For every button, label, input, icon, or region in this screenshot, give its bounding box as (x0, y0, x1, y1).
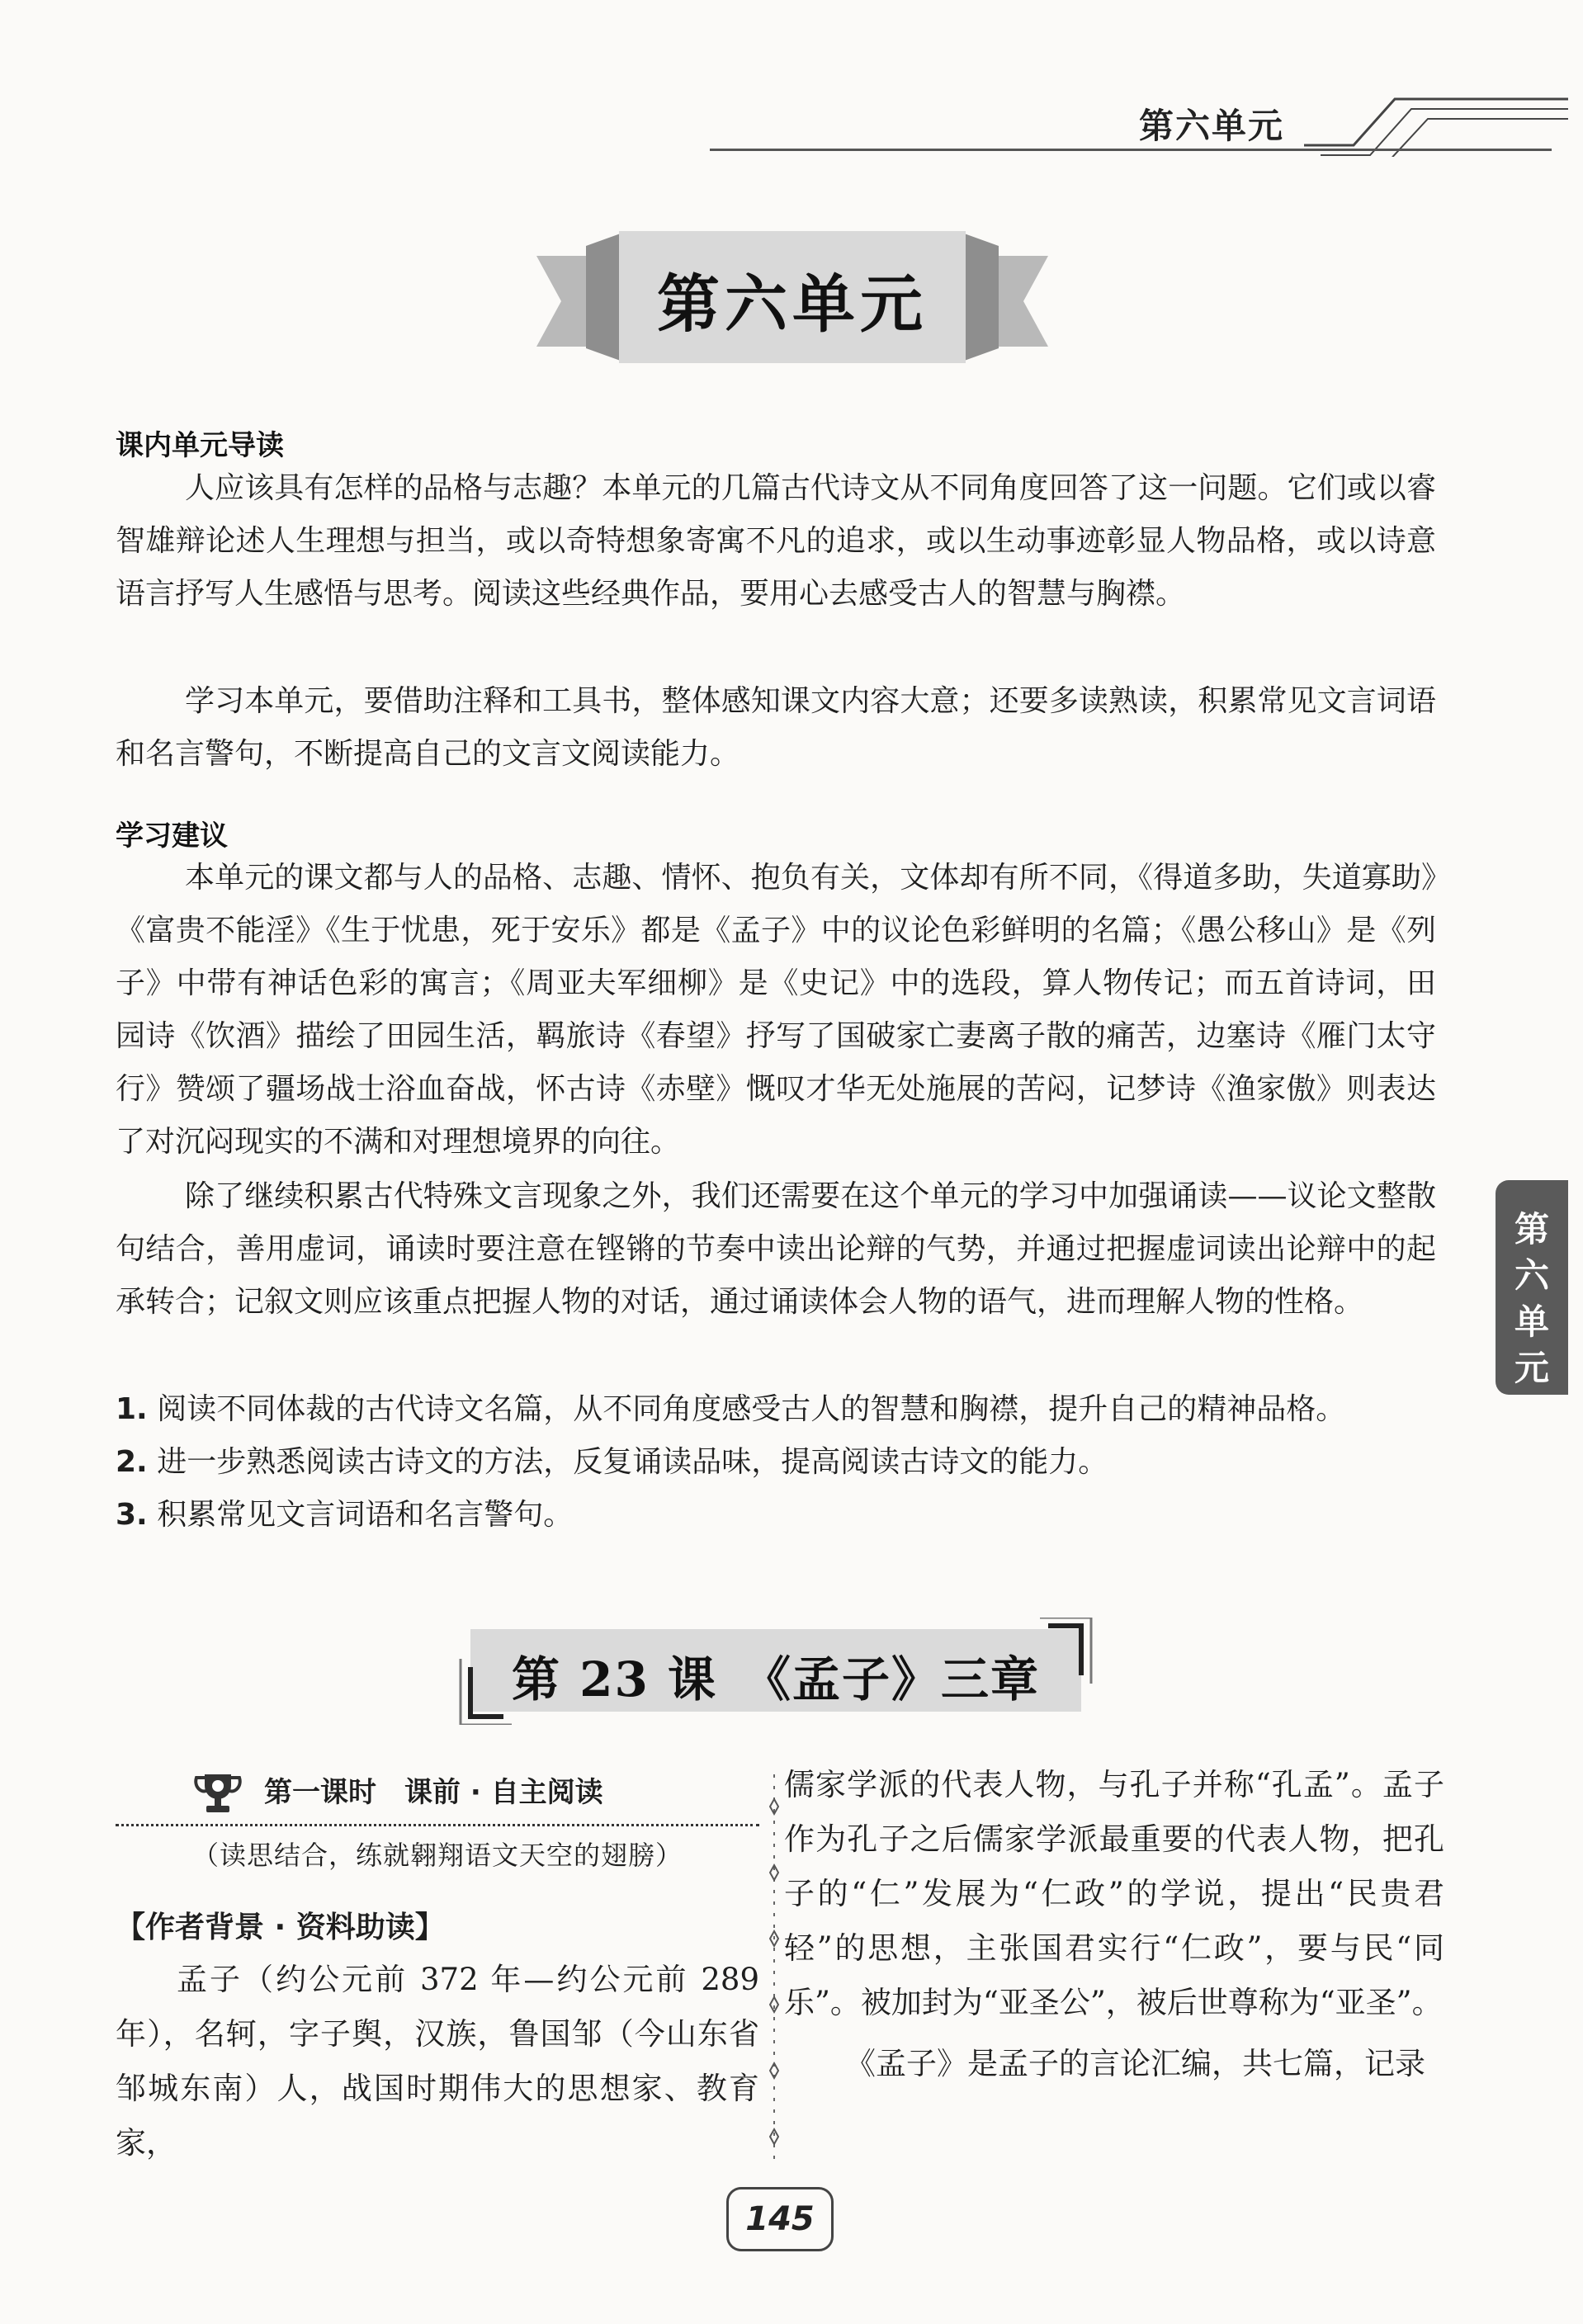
period-heading (116, 1766, 759, 1819)
author-background-continued: 儒家学派的代表人物，与孔子并称“孔孟”。孟子作为孔子之后儒家学派最重要的代表人物，把孔子的“仁”发展为“仁政”的学说，提出“民贵君轻”的思想，主张国君实行“仁政”，要与民“同乐”。被加封为“亚圣公”，被后世尊称为“亚圣”。 (784, 1767, 1444, 2020)
list-item-text: 进一步熟悉阅读古诗文的方法，反复诵读品味，提高阅读古诗文的能力。 (157, 1445, 1108, 1479)
running-header-title: 第六单元 (1139, 106, 1285, 146)
list-item-number: 3. (116, 1498, 148, 1532)
header-decoration-lines (1304, 66, 1568, 157)
author-background-paragraph: 孟子（约公元前 372 年—约公元前 289 年），名轲，字子舆，汉族，鲁国邹（今山东省邹城东南）人，战国时期伟大的思想家、教育家， (116, 1962, 759, 2161)
side-tab-char: 六 (1514, 1255, 1549, 1296)
unit-guide-paragraph-1: 人应该具有怎样的品格与志趣？本单元的几篇古代诗文从不同角度回答了这一问题。它们或以睿智雄辩论述人生理想与担当，或以奇特想象寄寓不凡的追求，或以生动事迹彰显人物品格，或以诗意语言抒写人生感悟与思考。阅读这些经典作品，要用心去感受古人的智慧与胸襟。 (116, 471, 1436, 611)
side-tab-char: 单 (1514, 1301, 1549, 1342)
mencius-book-paragraph: 《孟子》是孟子的言论汇编，共七篇，记录 (845, 2046, 1425, 2081)
page-number: 145 (726, 2187, 834, 2251)
list-item (116, 1436, 1436, 1489)
list-item-number: 2. (116, 1445, 148, 1479)
side-tab-char: 第 (1514, 1209, 1549, 1249)
unit-guide-paragraph-2: 学习本单元，要借助注释和工具书，整体感知课文内容大意；还要多读熟读，积累常见文言词语和名言警句，不断提高自己的文言文阅读能力。 (116, 684, 1436, 771)
list-item (116, 1489, 1436, 1542)
unit-title: 第六单元 (657, 267, 928, 341)
author-background-heading: 【作者背景 · 资料助读】 (116, 1911, 445, 1944)
column-divider (769, 1774, 779, 2162)
side-unit-tab (1496, 1180, 1568, 1395)
learning-advice-paragraph-1: 本单元的课文都与人的品格、志趣、情怀、抱负有关，文体却有所不同，《得道多助，失道寡助》《富贵不能淫》《生于忧患，死于安乐》都是《孟子》中的议论色彩鲜明的名篇；《愚公移山》是《列子》中带有神话色彩的寓言；《周亚夫军细柳》是《史记》中的选段，算人物传记；而五首诗词，田园诗《饮酒》描绘了田园生活，羁旅诗《春望》抒写了国破家亡妻离子散的痛苦，边塞诗《雁门太守行》赞颂了疆场战士浴血奋战，怀古诗《赤壁》慨叹才华无处施展的苦闷，记梦诗《渔家傲》则表达了对沉闷现实的不满和对理想境界的向往。 (116, 861, 1436, 1159)
learning-advice-heading: 学习建议 (116, 820, 228, 853)
motto-text: （读思结合，练就翱翔语文天空的翅膀） (191, 1840, 683, 1871)
period-heading-text: 第一课时 课前 · 自主阅读 (264, 1776, 603, 1809)
list-item-text: 积累常见文言词语和名言警句。 (157, 1498, 574, 1532)
list-item-number: 1. (116, 1392, 148, 1426)
list-item-text: 阅读不同体裁的古代诗文名篇，从不同角度感受古人的智慧和胸襟，提升自己的精神品格。 (157, 1392, 1346, 1426)
dotted-divider (116, 1824, 759, 1826)
right-column (784, 1758, 1444, 2091)
list-item (116, 1383, 1436, 1436)
unit-guide-heading: 课内单元导读 (116, 429, 284, 462)
header-rule (710, 149, 1552, 151)
side-tab-char: 元 (1514, 1348, 1549, 1388)
learning-advice-paragraph-2: 除了继续积累古代特殊文言现象之外，我们还需要在这个单元的学习中加强诵读——议论文整散句结合，善用虚词，诵读时要注意在铿锵的节奏中读出论辩的气势，并通过把握虚词读出论辩中的起承转合；记叙文则应该重点把握人物的对话，通过诵读体会人物的语气，进而理解人物的性格。 (116, 1179, 1436, 1319)
left-column (116, 1766, 759, 2170)
lesson-title: 第 23 课 《孟子》三章 (511, 1651, 1041, 1708)
trophy-icon (193, 1769, 243, 1816)
